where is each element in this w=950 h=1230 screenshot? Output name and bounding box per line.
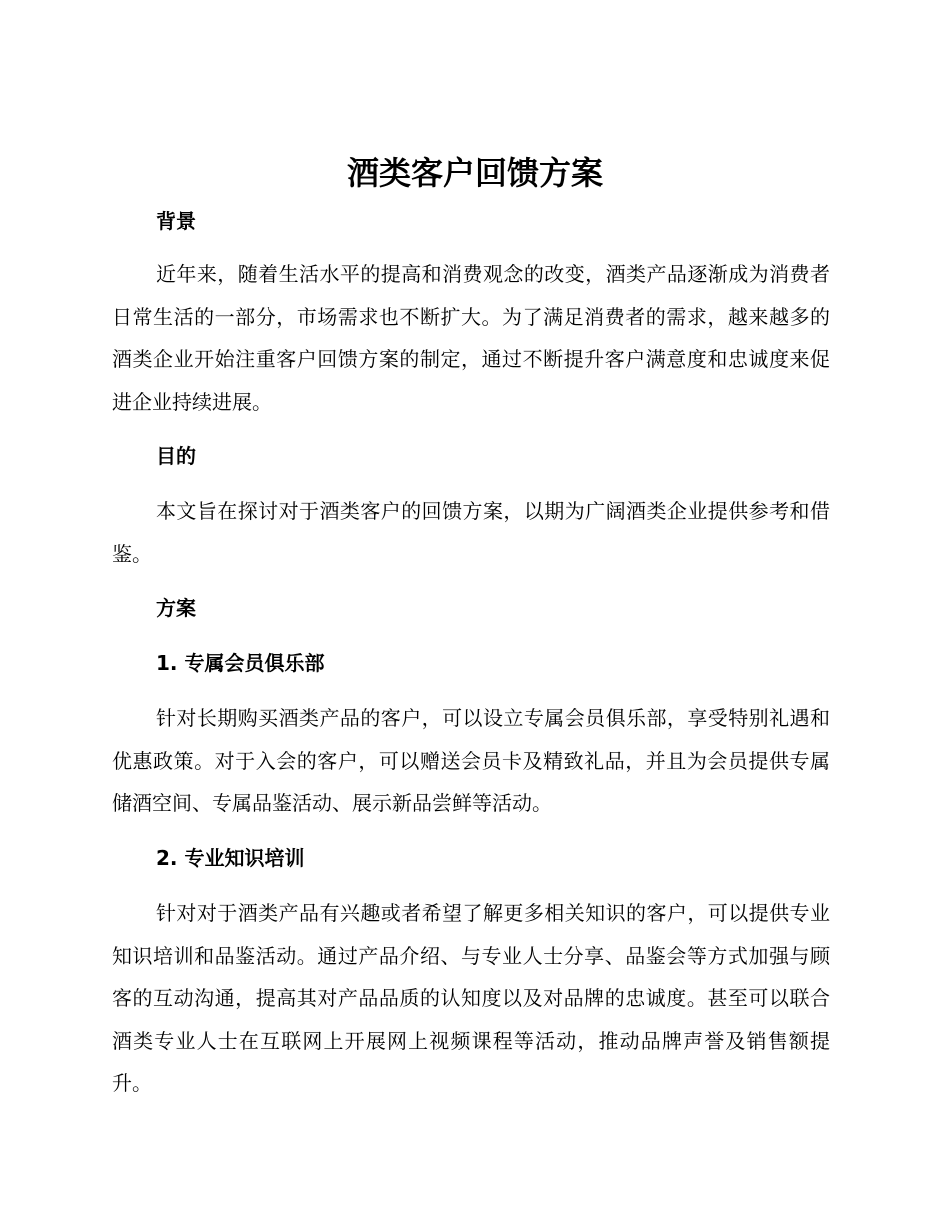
paragraph-member-club: 针对长期购买酒类产品的客户，可以设立专属会员俱乐部，享受特别礼遇和优惠政策。对于入会的客户，可以赠送会员卡及精致礼品，并且为会员提供专属储酒空间、专属品鉴活动、展示新品尝鲜等活动。 xyxy=(112,706,830,815)
section-heading-plan: 方案 xyxy=(156,596,196,620)
paragraph-training: 针对对于酒类产品有兴趣或者希望了解更多相关知识的客户，可以提供专业知识培训和品鉴活动。通过产品介绍、与专业人士分享、品鉴会等方式加强与顾客的互动沟通，提高其对产品品质的认知度以及对品牌的忠诚度。甚至可以联合酒类专业人士在互联网上开展网上视频课程等活动，推动品牌声誉及销售额提升。 xyxy=(112,901,830,1095)
paragraph-background: 近年来，随着生活水平的提高和消费观念的改变，酒类产品逐渐成为消费者日常生活的一部分，市场需求也不断扩大。为了满足消费者的需求，越来越多的酒类企业开始注重客户回馈方案的制定，通过不断提升客户满意度和忠诚度来促进企业持续进展。 xyxy=(112,262,830,414)
document-title: 酒类客户回馈方案 xyxy=(346,154,603,192)
paragraph-purpose: 本文旨在探讨对于酒类客户的回馈方案，以期为广阔酒类企业提供参考和借鉴。 xyxy=(112,499,830,566)
subsection-heading-member-club: 1. 专属会员俱乐部 xyxy=(156,651,325,675)
subsection-heading-training: 2. 专业知识培训 xyxy=(156,846,305,870)
section-heading-background: 背景 xyxy=(156,209,196,233)
section-heading-purpose: 目的 xyxy=(156,444,196,468)
